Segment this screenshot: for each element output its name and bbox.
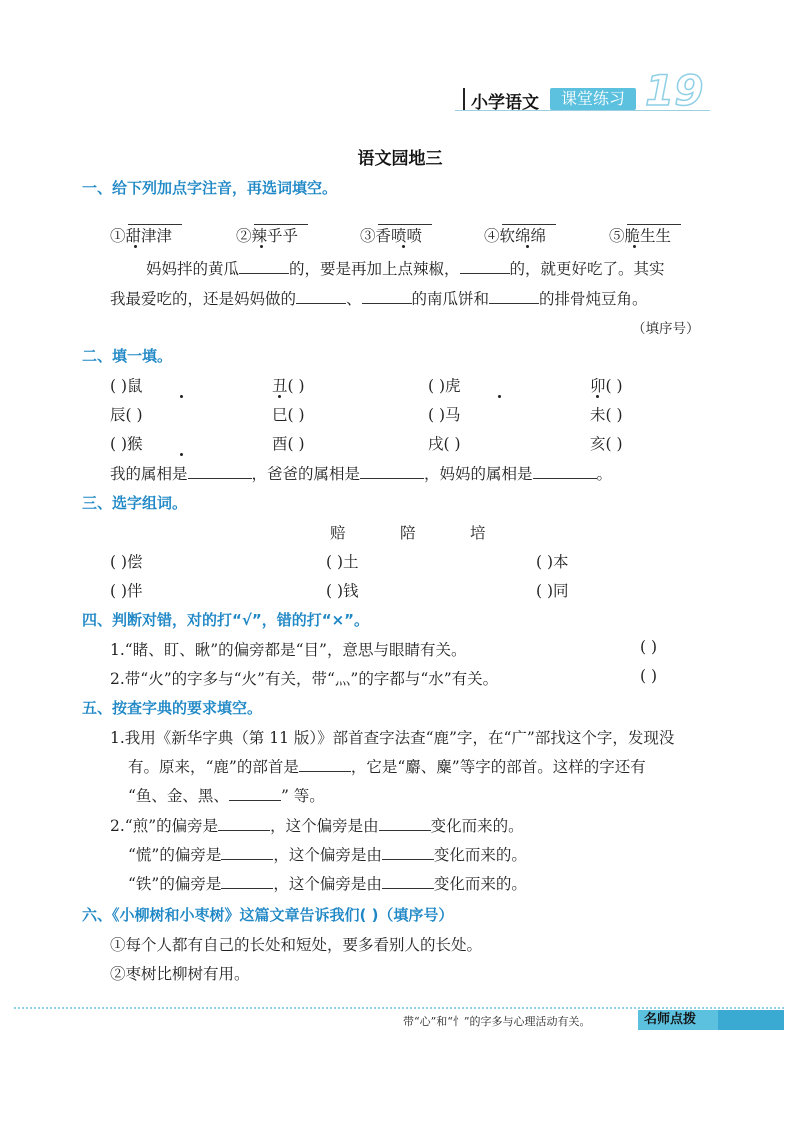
s1-text: 的，就更好吃了。其实 [509, 260, 665, 278]
option-1: ①每个人都有自己的长处和短处，要多看别人的长处。 [110, 936, 483, 954]
practice-badge: 课堂练习 [550, 88, 636, 110]
teacher-tip-label: 名师点拨 [644, 1012, 697, 1027]
word-cell[interactable]: ( )钱 [326, 582, 359, 600]
s2-text: 我的属相是 [110, 465, 188, 483]
dot-mark [260, 245, 263, 248]
zodiac-cell[interactable]: 丑( ) [272, 377, 305, 395]
s2-text: 。 [596, 465, 613, 483]
dict-line-2 [128, 755, 646, 777]
word-cell[interactable]: ( )土 [326, 553, 359, 571]
teacher-tip-text: 带“心”和“忄”的字多与心理活动有关。 [403, 1015, 591, 1028]
dot-mark [134, 245, 137, 248]
s2-text: ，爸爸的属相是 [251, 465, 361, 483]
zodiac-cell[interactable]: 卯( ) [590, 377, 623, 395]
s1-note: （填序号） [632, 321, 700, 337]
choice-char: 陪 [400, 524, 416, 542]
s5-text: ” 等。 [280, 787, 325, 805]
judge-item-1: 1.“睹、盯、瞅”的偏旁都是“目”，意思与眼睛有关。 [110, 641, 467, 659]
choice-char: 赔 [330, 524, 346, 542]
s1-sentence-1 [146, 257, 665, 279]
dot-mark [596, 395, 599, 398]
s5-text: ，这个偏旁是由 [273, 846, 382, 864]
pinyin-line-1 [128, 224, 182, 225]
word-4 [484, 224, 546, 246]
word-5-text: ⑤脆生生 [609, 227, 672, 245]
word-2-text: ②辣乎乎 [236, 227, 299, 245]
s1-text: 、 [346, 290, 362, 308]
judge-item-2: 2.带“火”的字多与“火”有关，带“灬”的字都与“水”有关。 [110, 670, 499, 688]
tip-bar-end [718, 1010, 784, 1030]
word-4-text: ④软绵绵 [484, 227, 547, 245]
s5-text: ，这个偏旁是由 [270, 817, 379, 835]
s5-text: “鱼、金、黑、 [128, 787, 229, 805]
zodiac-cell[interactable]: 亥( ) [590, 435, 623, 453]
s5-text: ，这个偏旁是由 [273, 875, 382, 893]
subject-label: 小学语文 [471, 93, 539, 113]
word-2 [236, 224, 298, 246]
answer-blank[interactable] [218, 815, 270, 832]
footer-dotted-rule [14, 1007, 784, 1009]
dict-line-1: 1.我用《新华字典（第 11 版）》部首查字法查“鹿”字，在“广”部找这个字，发现没 [110, 729, 675, 747]
dot-mark [526, 245, 529, 248]
s5-text: 2.“煎”的偏旁是 [110, 817, 219, 835]
zodiac-cell[interactable]: 巳( ) [272, 406, 305, 424]
answer-blank[interactable] [299, 756, 351, 773]
answer-blank[interactable] [188, 463, 252, 480]
word-3 [360, 224, 422, 246]
answer-blank[interactable] [382, 844, 434, 861]
dot-mark [402, 245, 405, 248]
word-3-text: ③香喷喷 [360, 227, 423, 245]
option-2: ②枣树比柳树有用。 [110, 965, 250, 983]
radical-line-1 [110, 814, 524, 836]
pinyin-line-3 [378, 224, 432, 225]
s5-text: 变化而来的。 [430, 817, 524, 835]
zodiac-cell[interactable]: 辰( ) [110, 406, 143, 424]
answer-blank[interactable] [360, 463, 424, 480]
word-1-text: ①甜津津 [110, 227, 173, 245]
zodiac-cell[interactable]: ( )马 [428, 406, 461, 424]
zodiac-cell[interactable]: 戌( ) [428, 435, 461, 453]
page-number: 19 [645, 66, 704, 115]
s5-text: 变化而来的。 [433, 846, 527, 864]
word-cell[interactable]: ( )同 [536, 582, 569, 600]
answer-blank[interactable] [239, 258, 289, 275]
section-3-heading: 三、选字组词。 [82, 494, 188, 512]
dict-line-3 [128, 784, 325, 806]
section-5-heading: 五、按查字典的要求填空。 [82, 699, 263, 717]
answer-blank[interactable] [489, 288, 539, 305]
s1-sentence-2 [110, 287, 648, 309]
dot-mark [498, 395, 501, 398]
radical-line-2 [128, 843, 527, 865]
answer-blank[interactable] [379, 815, 431, 832]
answer-blank[interactable] [382, 873, 434, 890]
pinyin-line-5 [627, 224, 681, 225]
dot-mark [633, 245, 636, 248]
zodiac-cell[interactable]: ( )鼠 [110, 377, 143, 395]
answer-blank[interactable] [296, 288, 346, 305]
judge-answer-1[interactable]: ( ) [640, 638, 658, 656]
s1-text: 妈妈拌的黄瓜 [146, 260, 240, 278]
radical-line-3 [128, 872, 527, 894]
answer-blank[interactable] [533, 463, 597, 480]
choice-char: 培 [470, 524, 486, 542]
section-4-heading: 四、判断对错，对的打“√”，错的打“×”。 [82, 611, 370, 629]
section-2-heading: 二、填一填。 [82, 347, 173, 365]
s5-text: “铁”的偏旁是 [128, 875, 222, 893]
answer-blank[interactable] [221, 844, 273, 861]
zodiac-sentence [110, 462, 612, 484]
s1-text: 的，要是再加上点辣椒， [289, 260, 460, 278]
zodiac-cell[interactable]: ( )虎 [428, 377, 461, 395]
s1-text: 我最爱吃的，还是妈妈做的 [110, 290, 297, 308]
word-cell[interactable]: ( )本 [536, 553, 569, 571]
page-title: 语文园地三 [357, 149, 443, 169]
zodiac-cell[interactable]: ( )猴 [110, 435, 143, 453]
s1-text: 的排骨炖豆角。 [539, 290, 648, 308]
word-cell[interactable]: ( )伴 [110, 582, 143, 600]
s5-text: 有。原来，“鹿”的部首是 [128, 758, 299, 776]
zodiac-cell[interactable]: 酉( ) [272, 435, 305, 453]
answer-blank[interactable] [362, 288, 412, 305]
word-5 [609, 224, 671, 246]
answer-blank[interactable] [460, 258, 510, 275]
word-1 [110, 224, 172, 246]
zodiac-cell[interactable]: 未( ) [590, 406, 623, 424]
s5-text: 变化而来的。 [433, 875, 527, 893]
pinyin-line-4 [502, 224, 556, 225]
s5-text: “慌”的偏旁是 [128, 846, 222, 864]
pinyin-line-2 [254, 224, 308, 225]
section-1-heading: 一、给下列加点字注音，再选词填空。 [82, 179, 338, 197]
dot-mark [180, 453, 183, 456]
s5-text: ，它是“麝、麋”等字的部首。这样的字还有 [350, 758, 646, 776]
section-6-heading: 六、《小柳树和小枣树》这篇文章告诉我们( )（填序号） [82, 906, 454, 924]
s1-text: 的南瓜饼和 [411, 290, 490, 308]
s2-text: ，妈妈的属相是 [424, 465, 533, 483]
answer-blank[interactable] [221, 873, 273, 890]
judge-answer-2[interactable]: ( ) [640, 667, 658, 685]
dot-mark [180, 395, 183, 398]
dot-mark [278, 395, 281, 398]
word-cell[interactable]: ( )偿 [110, 553, 143, 571]
header-separator [463, 88, 465, 110]
answer-blank[interactable] [229, 785, 281, 802]
